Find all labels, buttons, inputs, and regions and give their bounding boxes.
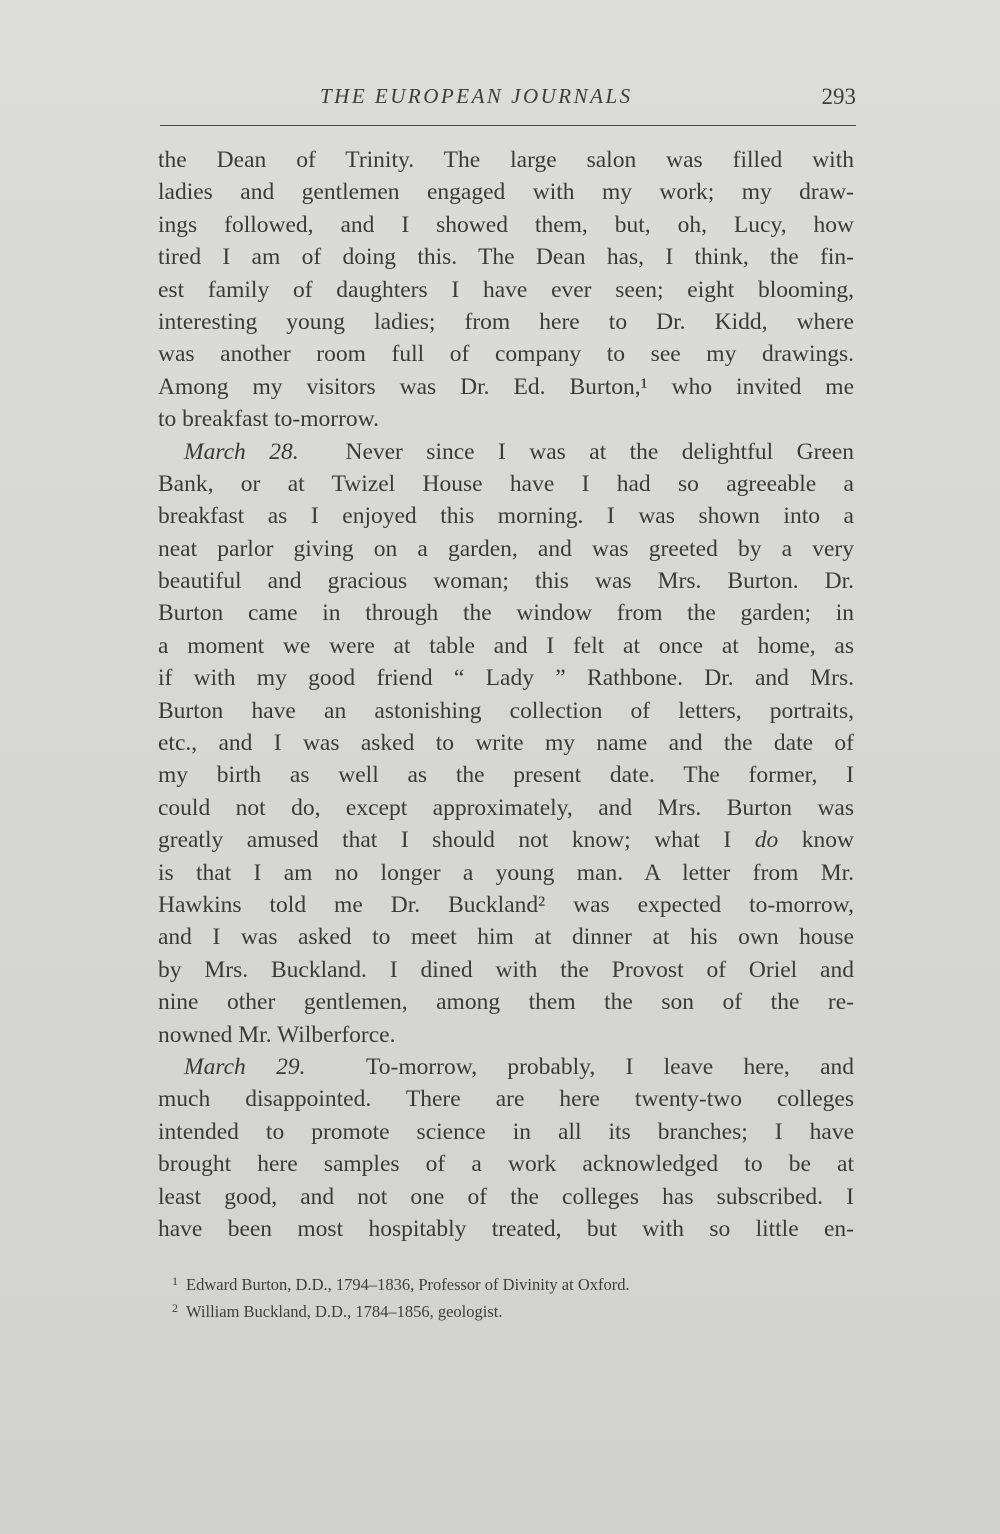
text-line: by Mrs. Buckland. I dined with the Provost of Oriel and	[158, 956, 854, 983]
text-line: neat parlor giving on a garden, and was greeted by a very	[158, 535, 854, 562]
text-line: nine other gentlemen, among them the son of the re-	[158, 989, 854, 1016]
text-line: intended to promote science in all its branches; I have	[158, 1118, 854, 1145]
text-span: To-morrow, probably, I leave here, and	[366, 1053, 854, 1080]
text-line: Burton came in through the window from the garden; in	[158, 600, 854, 627]
footnote-text: William Buckland, D.D., 1784–1856, geologist.	[186, 1302, 503, 1321]
entry-line-march-29	[158, 1051, 854, 1083]
text-line: is that I am no longer a young man. A letter from Mr.	[158, 859, 854, 886]
text-line: Among my visitors was Dr. Ed. Burton,¹ who invited me	[158, 373, 854, 400]
running-title: THE EUROPEAN JOURNALS	[320, 84, 633, 108]
text-line: est family of daughters I have ever seen; eight blooming,	[158, 276, 854, 303]
page-number: 293	[821, 84, 856, 109]
entry-line-march-28	[158, 436, 854, 468]
text-line: could not do, except approximately, and Mrs. Burton was	[158, 794, 854, 821]
footnote-2	[172, 1295, 832, 1322]
text-line: the Dean of Trinity. The large salon was filled with	[158, 147, 854, 173]
text-span: greatly amused that I should not know; what I	[158, 827, 732, 854]
text-line: breakfast as I enjoyed this morning. I was shown into a	[158, 503, 854, 530]
text-line: Bank, or at Twizel House have I had so agreeable a	[158, 470, 854, 497]
text-line: interesting young ladies; from here to Dr. Kidd, where	[158, 308, 854, 335]
footnote-text: Edward Burton, D.D., 1794–1836, Professor of Divinity at Oxford.	[186, 1275, 630, 1294]
body-text	[158, 144, 854, 1245]
footnote-mark: 2	[172, 1301, 178, 1315]
text-line: and I was asked to meet him at dinner at his own house	[158, 924, 854, 951]
text-line: my birth as well as the present date. The former, I	[158, 762, 854, 789]
text-line: Hawkins told me Dr. Buckland² was expected to-morrow,	[158, 891, 854, 918]
text-line: ings followed, and I showed them, but, oh, Lucy, how	[158, 211, 854, 238]
running-head	[160, 84, 856, 120]
text-line: beautiful and gracious woman; this was Mrs. Burton. Dr.	[158, 568, 854, 595]
text-span: Never since I was at the delightful Green	[345, 438, 854, 465]
text-line: brought here samples of a work acknowledged to be at	[158, 1151, 854, 1178]
text-line: least good, and not one of the colleges has subscribed. I	[158, 1183, 854, 1210]
footnote-mark: 1	[172, 1274, 178, 1288]
header-rule	[160, 125, 856, 126]
text-line: if with my good friend “ Lady ” Rathbone. Dr. and Mrs.	[158, 665, 854, 692]
text-line: was another room full of company to see my drawings.	[158, 341, 854, 368]
text-line: tired I am of doing this. The Dean has, I think, the fin-	[158, 244, 854, 271]
text-line: a moment we were at table and I felt at once at home, as	[158, 632, 854, 659]
text-line: nowned Mr. Wilberforce.	[158, 1021, 396, 1048]
text-line: to breakfast to-morrow.	[158, 406, 380, 433]
text-line: have been most hospitably treated, but with so little en-	[158, 1215, 854, 1242]
footnotes	[172, 1268, 832, 1322]
entry-date-march-28: March 28.	[184, 438, 299, 465]
text-line: etc., and I was asked to write my name and the date of	[158, 730, 854, 757]
text-line-with-emphasis	[158, 824, 854, 856]
text-line: much disappointed. There are here twenty-two colleges	[158, 1086, 854, 1113]
text-span: know	[801, 827, 854, 854]
emphasis-do: do	[754, 827, 779, 854]
footnote-1	[172, 1268, 832, 1295]
entry-date-march-29: March 29.	[184, 1053, 306, 1080]
text-line: Burton have an astonishing collection of letters, portraits,	[158, 697, 854, 724]
text-line: ladies and gentlemen engaged with my work; my draw-	[158, 179, 854, 206]
